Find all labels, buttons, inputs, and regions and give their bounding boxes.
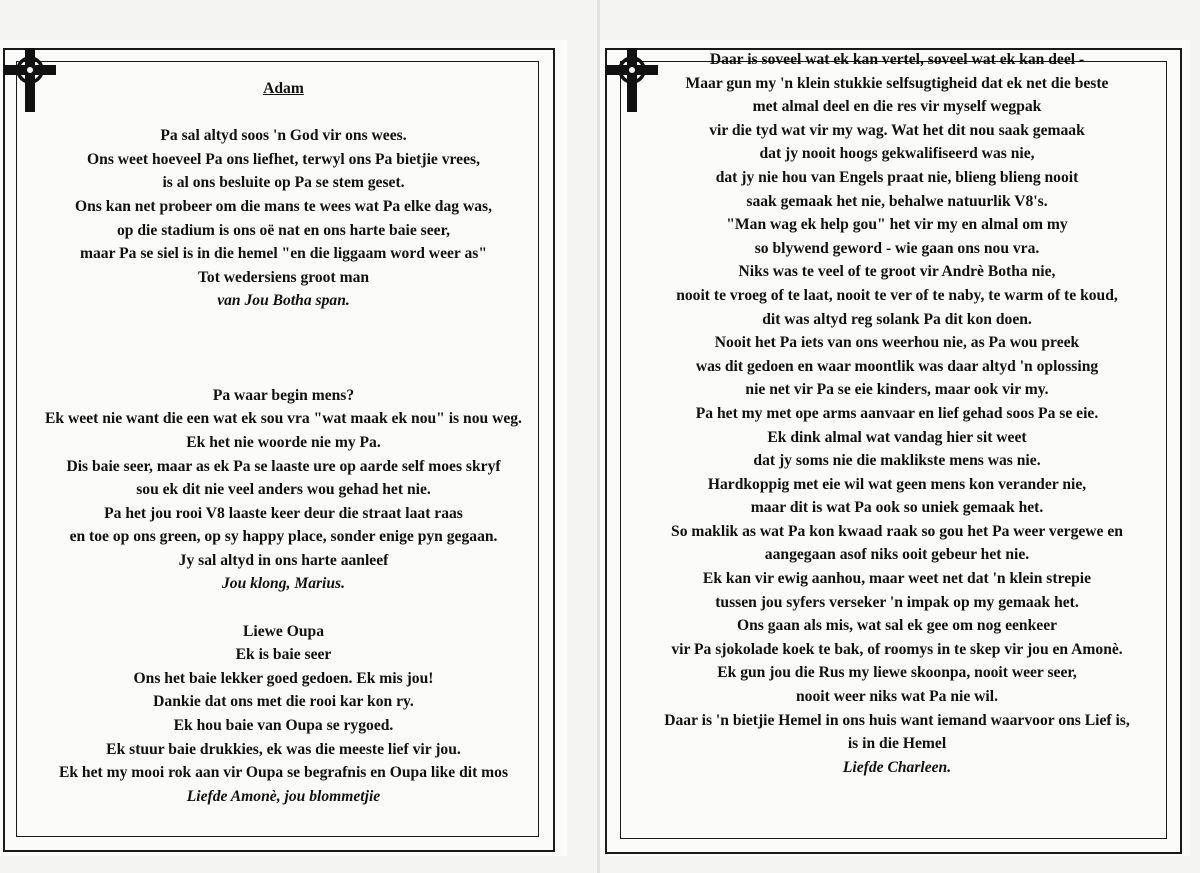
poem-line: nooit te vroeg of te laat, nooit te ver of te naby, te warm of te koud, [676,286,1118,304]
poem2-line: Dis baie seer, maar as ek Pa se laaste ure op aarde self moes skryf [66,457,501,475]
poem-line: met almal deel en die res vir myself wegpak [752,98,1042,116]
poem-line: Niks was te veel of te groot vir Andrè Botha nie, [738,263,1056,281]
poem-line: saak gemaak het nie, behalwe natuurlik V8's. [746,192,1048,210]
poem-line: dat jy soms nie die maklikste mens was nie. [753,452,1041,470]
left-page [0,40,567,856]
poem-line: Nooit het Pa iets van ons weerhou nie, as Pa wou preek [714,334,1080,352]
poem2-line: Pa het jou rooi V8 laaste keer deur die straat laat raas [104,504,463,522]
poem1-line: maar Pa se siel is in die hemel "en die liggaam word weer as" [80,245,487,263]
poem-line: aangegaan asof niks ooit gebeur het nie. [764,546,1030,564]
poem-line: Hardkoppig met eie wil wat geen mens kon verander nie, [707,475,1087,493]
poem1-line: Tot wedersiens groot man [197,268,370,286]
poem-line: Daar is soveel wat ek kan vertel, soveel wat ek kan deel - [709,51,1085,68]
poem3-line: Dankie dat ons met die rooi kar kon ry. [153,693,414,711]
poem-line: Ons gaan als mis, wat sal ek gee om nog eenkeer [736,617,1058,635]
poem-line: vir die tyd wat vir my wag. Wat het dit nou saak gemaak [709,121,1085,139]
poem-line: dat jy nooit hoogs gekwalifiseerd was nie, [759,145,1035,163]
poem-line: "Man wag ek help gou" het vir my en almal om my [726,216,1068,234]
poem1-line: Pa sal altyd soos 'n God vir ons wees. [160,127,407,145]
poem-line: Maar gun my 'n klein stukkie selfsugtigheid dat ek net die beste [685,74,1109,92]
poem-line: nooit weer niks wat Pa nie wil. [796,688,998,706]
poem2-signature: Jou klong, Marius. [221,575,346,593]
poem3-signature: Liefde Amonè, jou blommetjie [186,787,381,805]
poem-line: Daar is 'n bietjie Hemel in ons huis want iemand waarvoor ons Lief is, [664,711,1130,729]
poem3-line: Ons het baie lekker goed gedoen. Ek mis jou! [133,669,434,687]
poem-line: vir Pa sjokolade koek te bak, of roomys in te skep vir jou en Amonè. [671,640,1123,658]
poem2-line: Ek het nie woorde nie my Pa. [186,433,381,451]
poem-line: Pa het my met ope arms aanvaar en lief gehad soos Pa se eie. [695,404,1099,422]
poem2-line: Jy sal altyd in ons harte aanleef [178,551,389,569]
poem3-line: Liewe Oupa [242,622,324,640]
right-text [604,48,1190,779]
poem3-line: Ek hou baie van Oupa se rygoed. [173,717,394,735]
poem-line: so blywend geword - wie gaan ons nou vra. [754,239,1040,257]
poem-line: nie net vir Pa se eie kinders, maar ook vir my. [745,381,1049,399]
poem-line: is in die Hemel [847,735,947,753]
poem1-line: op die stadium is ons oë nat en ons harte baie seer, [117,221,450,239]
poem2-line: en toe op ons green, op sy happy place, sonder enige pyn gegaan. [69,528,498,546]
poem-line: dit was altyd reg solank Pa dit kon doen. [762,310,1032,328]
poem1-signature: van Jou Botha span. [217,292,350,310]
poem-line: Ek gun jou die Rus my liewe skoonpa, nooit weer seer, [717,664,1077,682]
poem-line: Ek dink almal wat vandag hier sit weet [767,428,1027,446]
page-title: Adam [263,80,304,97]
left-text [0,77,567,808]
right-page [600,40,1190,856]
poem1-line: Ons weet hoeveel Pa ons liefhet, terwyl ons Pa bietjie vrees, [87,150,480,168]
poem1-line: is al ons besluite op Pa se stem geset. [162,174,405,192]
poem-signature: Liefde Charleen. [842,758,952,776]
poem-line: maar dit is wat Pa ook so uniek gemaak het. [750,499,1044,517]
poem-line: dat jy nie hou van Engels praat nie, blieng blieng nooit [715,168,1079,186]
poem2-line: Ek weet nie want die een wat ek sou vra "wat maak ek nou" is nou weg. [45,410,522,428]
poem3-line: Ek is baie seer [235,646,332,664]
poem1-line: Ons kan net probeer om die mans te wees wat Pa elke dag was, [75,197,492,215]
poem-line: So maklik as wat Pa kon kwaad raak so gou het Pa weer vergewe en [671,522,1123,540]
poem2-line: sou ek dit nie veel anders wou gehad het nie. [136,481,431,499]
poem3-line: Ek het my mooi rok aan vir Oupa se begrafnis en Oupa like dit mos [58,764,509,782]
poem3-line: Ek stuur baie drukkies, ek was die meeste lief vir jou. [106,740,461,758]
poem-line: was dit gedoen en waar moontlik was daar altyd 'n oplossing [695,357,1099,375]
poem-line: tussen jou syfers verseker 'n impak op my gemaak het. [715,593,1079,611]
poem-line: Ek kan vir ewig aanhou, maar weet net dat 'n klein strepie [702,570,1092,588]
poem2-line: Pa waar begin mens? [212,386,355,404]
